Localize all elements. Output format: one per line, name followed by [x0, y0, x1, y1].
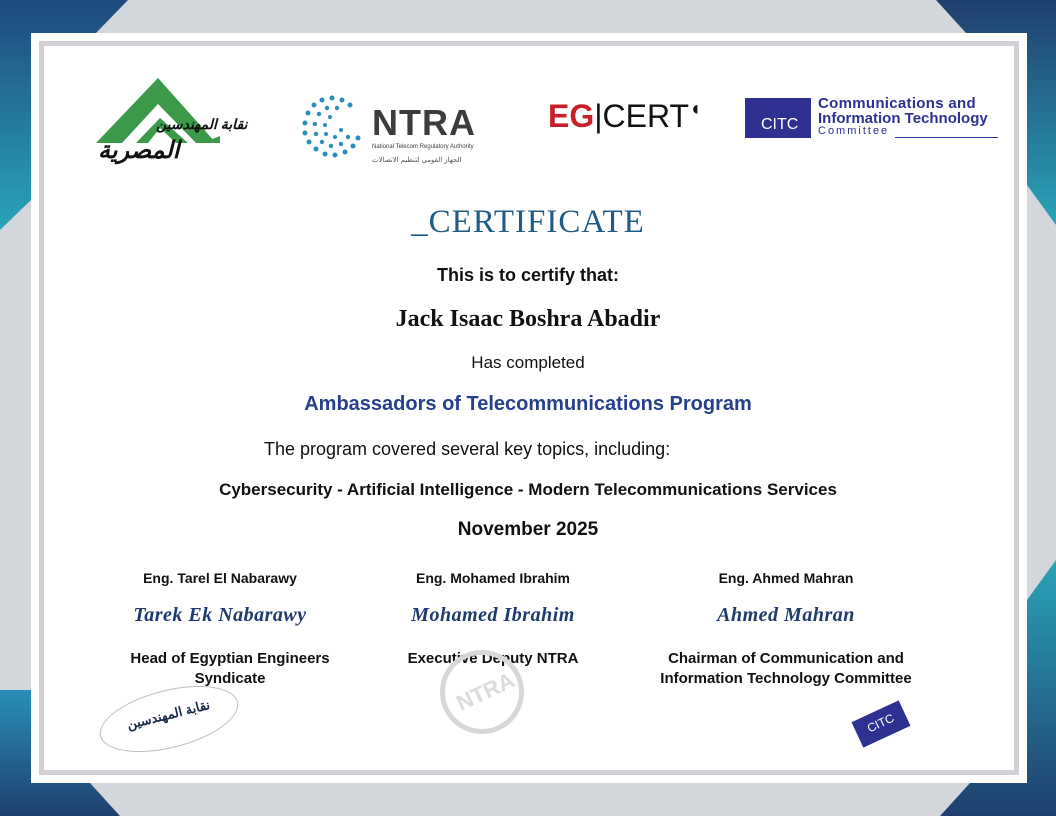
- completed-line: Has completed: [471, 353, 585, 372]
- certificate-title: _CERTIFICATE: [411, 204, 645, 240]
- egcert-separator: |: [594, 98, 603, 134]
- signatory-1: [80, 570, 360, 689]
- topics-intro: The program covered several key topics, including:: [264, 439, 671, 459]
- citc-line2: Information Technology: [818, 110, 988, 127]
- recipient-name: Jack Isaac Boshra Abadir: [395, 306, 661, 332]
- signature: Tarek Ek Nabarawy: [133, 604, 307, 626]
- ntra-logo: [300, 94, 500, 164]
- program-name: Ambassadors of Telecommunications Program: [304, 393, 752, 415]
- certify-line: This is to certify that:: [436, 265, 620, 285]
- egs-arabic-line1: نقابة المهندسين: [156, 116, 248, 132]
- signature: Mohamed Ibrahim: [411, 604, 575, 626]
- signatory-name: Eng. Mohamed Ibrahim: [415, 570, 570, 586]
- ntra-subtitle: National Telecom Regulatory Authority: [372, 144, 474, 150]
- egs-stamp-text: نقابة المهندسين: [125, 696, 212, 733]
- signatory-role: Head of Egyptian Engineers Syndicate: [130, 650, 330, 687]
- egyptian-engineers-syndicate-logo: [96, 76, 266, 171]
- citc-box: [745, 98, 811, 138]
- ntra-name: NTRA: [372, 102, 476, 143]
- ntra-stamp-text: NTRA: [452, 667, 519, 716]
- topics-list: Cybersecurity - Artificial Intelligence - Modern Telecommunications Services: [219, 480, 837, 499]
- citc-stamp-text: CITC: [864, 710, 897, 736]
- egcert-cert: CERT: [602, 98, 690, 134]
- signature: Ahmed Mahran: [717, 604, 855, 626]
- citc-abbr: CITC: [761, 116, 799, 133]
- signatory-role: Executive Deputy NTRA: [407, 650, 579, 667]
- signatory-3: [646, 570, 926, 689]
- citc-underline: [895, 137, 998, 138]
- citc-logo: [745, 95, 1000, 140]
- ntra-arabic: الجهاز القومي لتنظيم الاتصالات: [372, 157, 462, 164]
- certificate-title-text: CERTIFICATE: [428, 204, 645, 240]
- egcert-eg: EG: [548, 98, 595, 134]
- signatory-name: Eng. Ahmed Mahran: [718, 570, 854, 586]
- signatory-role: Chairman of Communication and Information Technology Committee: [660, 650, 912, 687]
- certificate-date: November 2025: [457, 519, 599, 540]
- ntra-dots-icon: [300, 94, 364, 158]
- ntra-stamp: [440, 650, 524, 734]
- citc-line3: Committee: [818, 125, 890, 137]
- egs-arabic-line2: المصرية: [98, 137, 180, 164]
- egcert-mark-icon: ◖: [689, 98, 702, 120]
- egcert-logo: [548, 98, 701, 135]
- citc-line1: Communications and: [818, 95, 976, 112]
- signatory-name: Eng. Tarel El Nabarawy: [143, 570, 297, 586]
